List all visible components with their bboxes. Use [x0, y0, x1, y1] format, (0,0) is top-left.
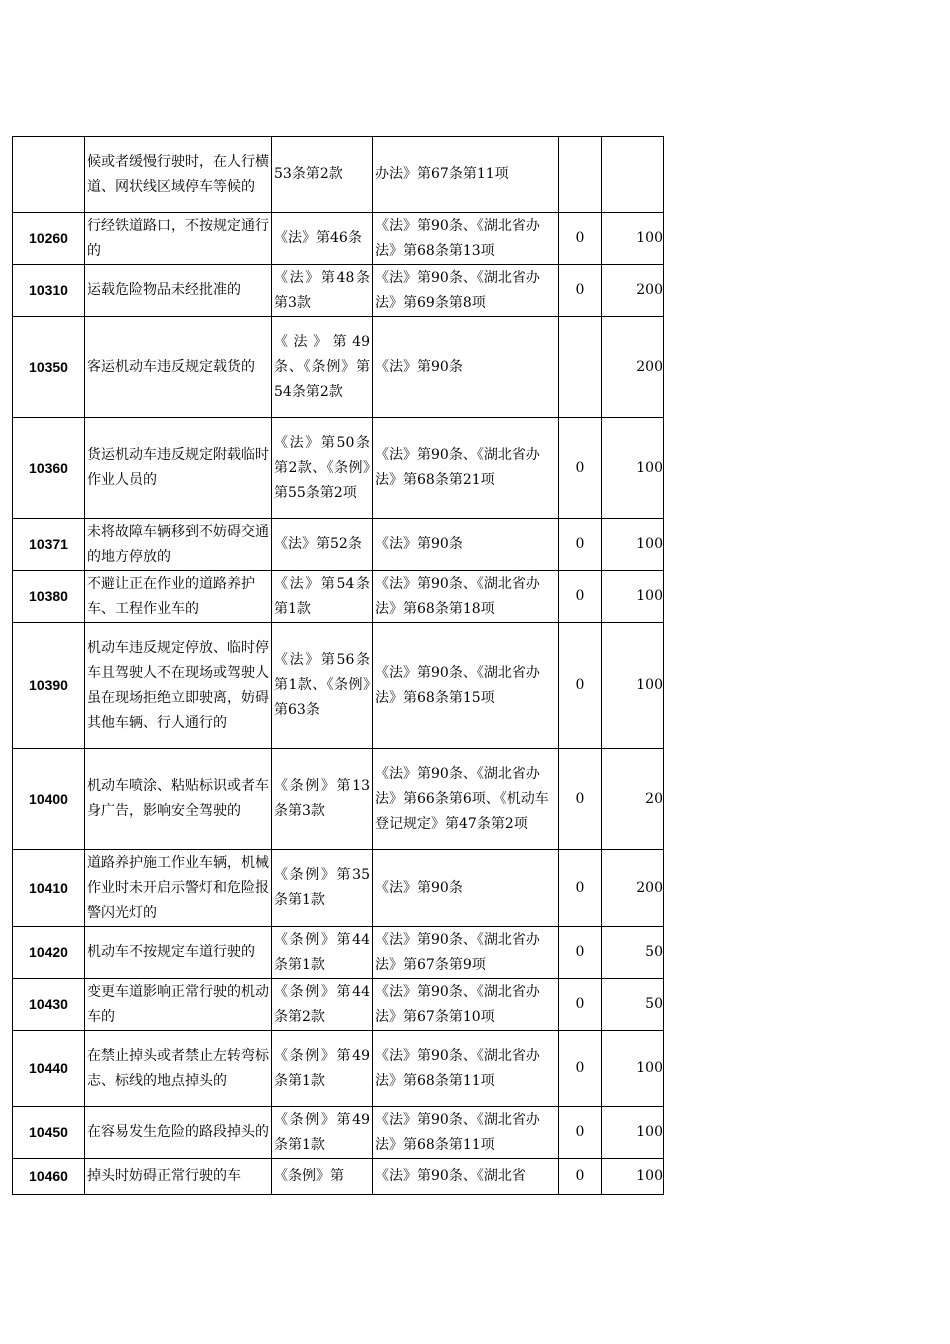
violation-code-cell: 10360	[13, 418, 85, 519]
fine-amount-cell: 200	[602, 317, 664, 418]
table-row	[13, 749, 664, 850]
fine-amount-cell: 100	[602, 623, 664, 749]
fine-amount-cell: 100	[602, 1159, 664, 1195]
penalty-basis-cell: 《法》第90条、《湖北省办法》第67条第10项	[373, 979, 559, 1031]
violation-description-cell: 不避让正在作业的道路养护车、工程作业车的	[85, 571, 272, 623]
table-row	[13, 213, 664, 265]
fine-amount-cell: 100	[602, 418, 664, 519]
violation-code-cell: 10450	[13, 1107, 85, 1159]
penalty-points-cell: 0	[559, 213, 602, 265]
violation-code-cell: 10380	[13, 571, 85, 623]
penalty-basis-cell: 《法》第90条、《湖北省办法》第68条第13项	[373, 213, 559, 265]
legal-provision-cell: 《条例》第49条第1款	[272, 1107, 373, 1159]
legal-provision-cell: 《条例》第44条第1款	[272, 927, 373, 979]
violation-code-cell: 10400	[13, 749, 85, 850]
regulation-table	[12, 136, 664, 1195]
penalty-points-cell: 0	[559, 749, 602, 850]
legal-provision-cell: 《条例》第44条第2款	[272, 979, 373, 1031]
violation-description-cell: 变更车道影响正常行驶的机动车的	[85, 979, 272, 1031]
penalty-points-cell	[559, 317, 602, 418]
fine-amount-cell: 100	[602, 1107, 664, 1159]
violation-code-cell: 10350	[13, 317, 85, 418]
table-body	[13, 137, 664, 1195]
legal-provision-cell: 《法》第50条第2款、《条例》第55条第2项	[272, 418, 373, 519]
penalty-basis-cell: 《法》第90条、《湖北省办法》第67条第9项	[373, 927, 559, 979]
legal-provision-cell: 《法》第56条第1款、《条例》第63条	[272, 623, 373, 749]
legal-provision-cell: 《法》第54条第1款	[272, 571, 373, 623]
table-row	[13, 623, 664, 749]
violation-code-cell: 10460	[13, 1159, 85, 1195]
violation-code-cell: 10260	[13, 213, 85, 265]
penalty-basis-cell: 《法》第90条、《湖北省办法》第69条第8项	[373, 265, 559, 317]
fine-amount-cell: 100	[602, 213, 664, 265]
penalty-points-cell: 0	[559, 519, 602, 571]
legal-provision-cell: 《条例》第49条第1款	[272, 1031, 373, 1107]
penalty-basis-cell: 《法》第90条、《湖北省	[373, 1159, 559, 1195]
violation-description-cell: 掉头时妨碍正常行驶的车	[85, 1159, 272, 1195]
violation-code-cell: 10371	[13, 519, 85, 571]
violation-code-cell: 10390	[13, 623, 85, 749]
violation-code-cell: 10420	[13, 927, 85, 979]
table-row	[13, 519, 664, 571]
penalty-basis-cell: 《法》第90条、《湖北省办法》第66条第6项、《机动车登记规定》第47条第2项	[373, 749, 559, 850]
legal-provision-cell: 《条例》第35条第1款	[272, 850, 373, 927]
violation-code-cell: 10310	[13, 265, 85, 317]
penalty-basis-cell: 《法》第90条、《湖北省办法》第68条第11项	[373, 1031, 559, 1107]
penalty-points-cell: 0	[559, 979, 602, 1031]
violation-code-cell: 10410	[13, 850, 85, 927]
table-row	[13, 1031, 664, 1107]
fine-amount-cell: 100	[602, 1031, 664, 1107]
penalty-basis-cell: 《法》第90条	[373, 850, 559, 927]
legal-provision-cell: 《条例》第13条第3款	[272, 749, 373, 850]
violation-description-cell: 货运机动车违反规定附载临时作业人员的	[85, 418, 272, 519]
violation-description-cell: 在禁止掉头或者禁止左转弯标志、标线的地点掉头的	[85, 1031, 272, 1107]
violation-description-cell: 运载危险物品未经批准的	[85, 265, 272, 317]
table-row	[13, 265, 664, 317]
legal-provision-cell: 《法》第46条	[272, 213, 373, 265]
table-row	[13, 571, 664, 623]
penalty-points-cell: 0	[559, 623, 602, 749]
violation-description-cell: 客运机动车违反规定载货的	[85, 317, 272, 418]
penalty-points-cell: 0	[559, 265, 602, 317]
violation-description-cell: 机动车不按规定车道行驶的	[85, 927, 272, 979]
legal-provision-cell: 《法》第52条	[272, 519, 373, 571]
table-row	[13, 979, 664, 1031]
table-row	[13, 1159, 664, 1195]
penalty-points-cell: 0	[559, 1159, 602, 1195]
penalty-points-cell: 0	[559, 1031, 602, 1107]
penalty-points-cell	[559, 137, 602, 213]
penalty-basis-cell: 《法》第90条、《湖北省办法》第68条第18项	[373, 571, 559, 623]
penalty-basis-cell: 办法》第67条第11项	[373, 137, 559, 213]
penalty-basis-cell: 《法》第90条	[373, 317, 559, 418]
legal-provision-cell: 《法》第48条第3款	[272, 265, 373, 317]
violation-code-cell: 10430	[13, 979, 85, 1031]
violation-description-cell: 机动车喷涂、粘贴标识或者车身广告，影响安全驾驶的	[85, 749, 272, 850]
penalty-points-cell: 0	[559, 850, 602, 927]
penalty-points-cell: 0	[559, 1107, 602, 1159]
fine-amount-cell: 100	[602, 571, 664, 623]
legal-provision-cell: 《法》第49条、《条例》第54条第2款	[272, 317, 373, 418]
penalty-basis-cell: 《法》第90条、《湖北省办法》第68条第15项	[373, 623, 559, 749]
penalty-basis-cell: 《法》第90条、《湖北省办法》第68条第21项	[373, 418, 559, 519]
penalty-basis-cell: 《法》第90条、《湖北省办法》第68条第11项	[373, 1107, 559, 1159]
violation-description-cell: 道路养护施工作业车辆，机械作业时未开启示警灯和危险报警闪光灯的	[85, 850, 272, 927]
table-row	[13, 137, 664, 213]
penalty-points-cell: 0	[559, 571, 602, 623]
fine-amount-cell: 20	[602, 749, 664, 850]
penalty-points-cell: 0	[559, 418, 602, 519]
table-row	[13, 418, 664, 519]
violation-description-cell: 行经铁道路口，不按规定通行的	[85, 213, 272, 265]
violation-description-cell: 未将故障车辆移到不妨碍交通的地方停放的	[85, 519, 272, 571]
table-row	[13, 317, 664, 418]
fine-amount-cell: 200	[602, 850, 664, 927]
violation-description-cell: 机动车违反规定停放、临时停车且驾驶人不在现场或驾驶人虽在现场拒绝立即驶离，妨碍其他车辆、行人通行的	[85, 623, 272, 749]
table-row	[13, 1107, 664, 1159]
legal-provision-cell: 《条例》第	[272, 1159, 373, 1195]
legal-provision-cell: 53条第2款	[272, 137, 373, 213]
fine-amount-cell: 100	[602, 519, 664, 571]
penalty-points-cell: 0	[559, 927, 602, 979]
violation-description-cell: 在容易发生危险的路段掉头的	[85, 1107, 272, 1159]
fine-amount-cell	[602, 137, 664, 213]
fine-amount-cell: 50	[602, 927, 664, 979]
violation-code-cell	[13, 137, 85, 213]
violation-code-cell: 10440	[13, 1031, 85, 1107]
fine-amount-cell: 50	[602, 979, 664, 1031]
table-row	[13, 927, 664, 979]
fine-amount-cell: 200	[602, 265, 664, 317]
table-row	[13, 850, 664, 927]
penalty-basis-cell: 《法》第90条	[373, 519, 559, 571]
violation-description-cell: 候或者缓慢行驶时，在人行横道、网状线区域停车等候的	[85, 137, 272, 213]
